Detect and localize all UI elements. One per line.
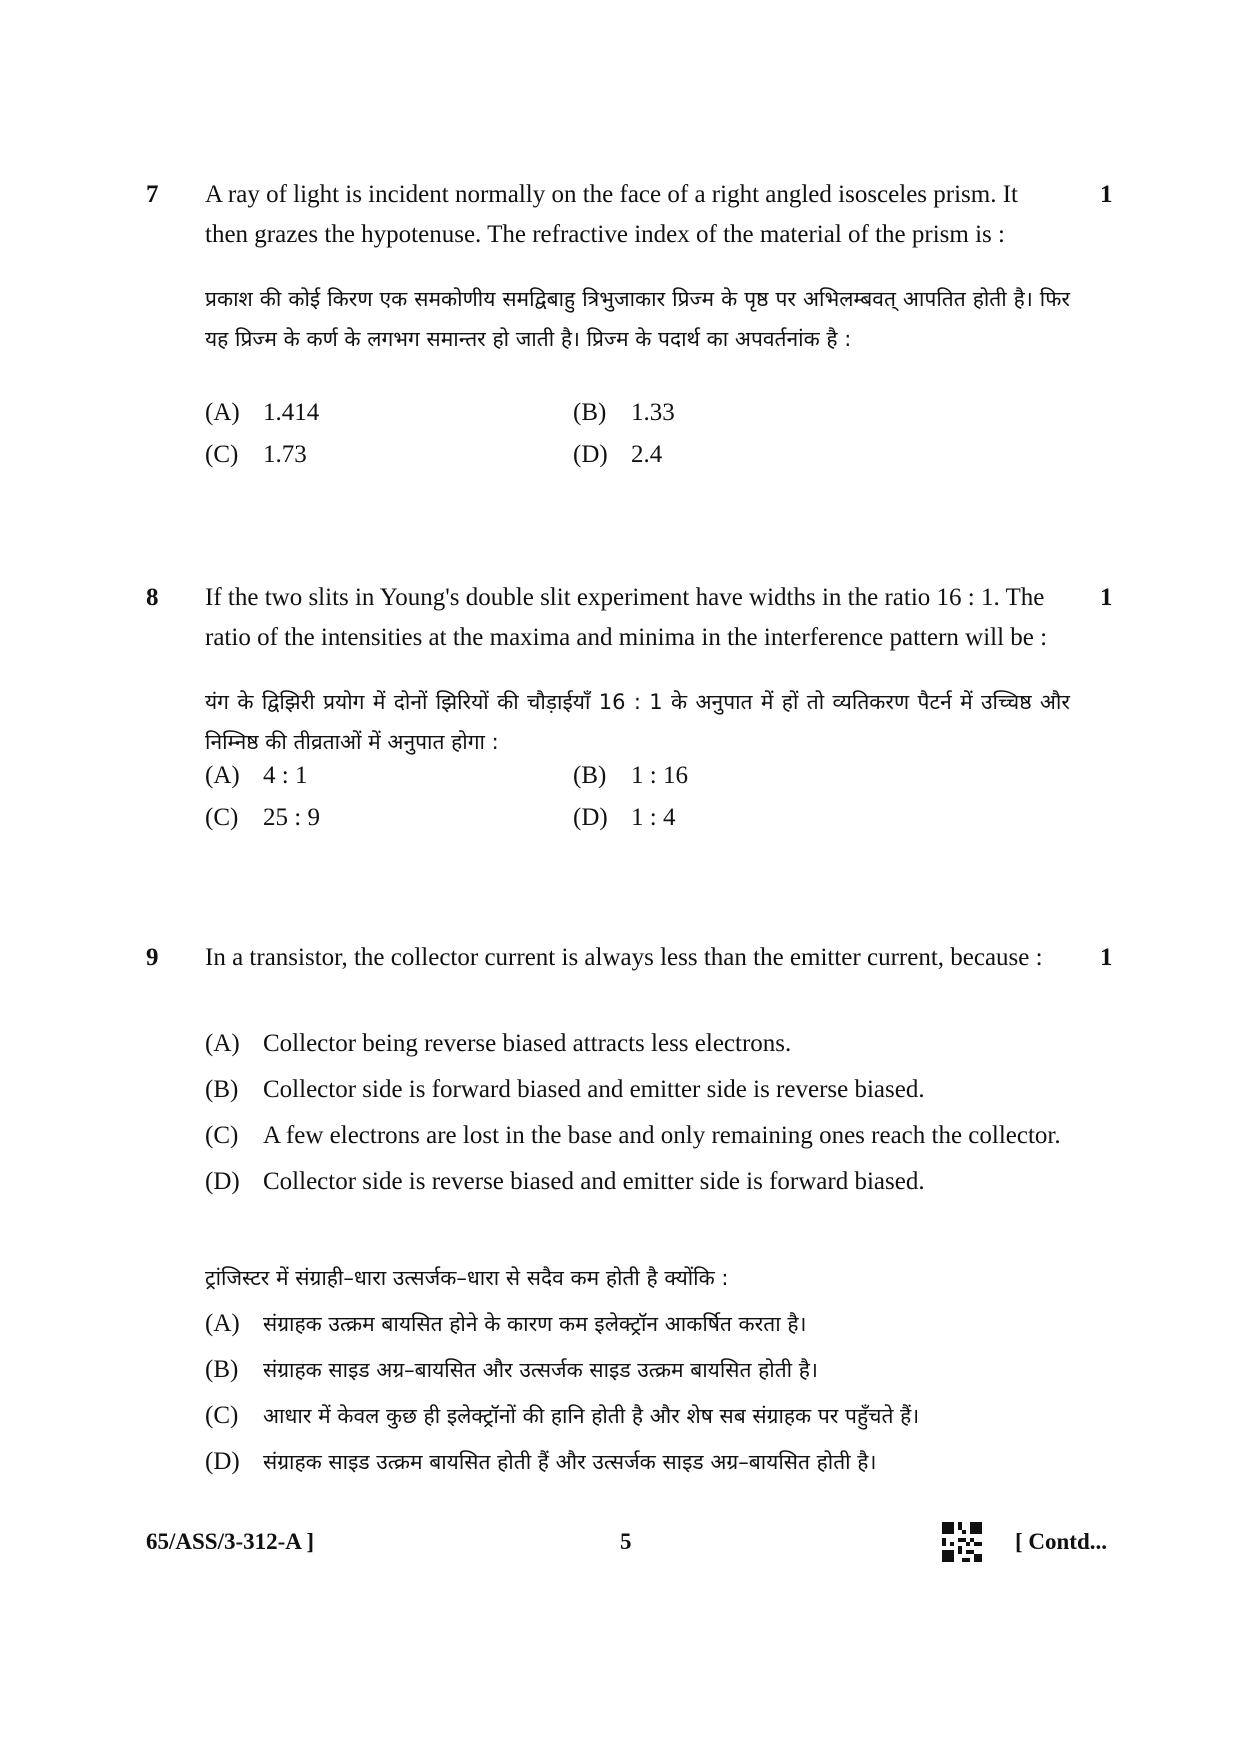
option-a: (A) Collector being reverse biased attracts less electrons. [205,1030,792,1057]
question-number: 9 [146,944,159,971]
option-d: (D) 1 : 4 [573,804,676,831]
option-d: (D) 2.4 [573,441,663,468]
question-text-english: In a transistor, the collector current is always less than the emitter current, because : [205,944,1043,971]
question-marks: 1 [1100,944,1113,971]
qr-code-icon [942,1522,982,1562]
option-d-hindi: (D) संग्राहक साइड उत्क्रम बायसित होती हैं और उत्सर्जक साइड अग्र–बायसित होती है। [205,1448,877,1475]
option-a: (A) 4 : 1 [205,762,308,789]
question-text-english: A ray of light is incident normally on the face of a right angled isosceles prism. It then grazes the hypotenuse. The refractive index of the material of the prism is : [205,181,1018,248]
options-list-hindi [205,1304,1085,1488]
question-text-hindi: प्रकाश की कोई किरण एक समकोणीय समद्विबाहु त्रिभुजाकार प्रिज्म के पृष्ठ पर अभिलम्बवत् आपतित होती है। फिर यह प्रिज्म के कर्ण के लगभग समान्तर हो जाती है। प्रिज्म के पदार्थ का अपवर्तनांक है : [205,287,1070,351]
option-b: (B) 1 : 16 [573,762,688,789]
paper-code: 65/ASS/3-312-A ] [146,1529,315,1554]
option-c: (C) 1.73 [205,441,307,468]
option-c-hindi: (C) आधार में केवल कुछ ही इलेक्ट्रॉनों की हानि होती है और शेष सब संग्राहक पर पहुँचते हैं। [205,1402,920,1429]
option-a-hindi: (A) संग्राहक उत्क्रम बायसित होने के कारण कम इलेक्ट्रॉन आकर्षित करता है। [205,1310,807,1337]
question-marks: 1 [1100,181,1113,208]
option-a: (A) 1.414 [205,399,320,426]
page-number: 5 [620,1529,632,1554]
option-d: (D) Collector side is reverse biased and emitter side is forward biased. [205,1168,925,1195]
continued-label: [ Contd... [1015,1529,1108,1554]
question-number: 7 [146,181,159,208]
question-number: 8 [146,584,159,611]
question-marks: 1 [1100,584,1113,611]
question-text-hindi: यंग के द्विझिरी प्रयोग में दोनों झिरियों की चौड़ाईयाँ 16 : 1 के अनुपात में हों तो व्यतिकरण पैटर्न में उच्चिष्ठ और निम्निष्ठ की तीव्रताओं में अनुपात होगा : [205,690,1070,754]
option-b: (B) Collector side is forward biased and emitter side is reverse biased. [205,1076,925,1103]
question-text-hindi: ट्रांजिस्टर में संग्राही–धारा उत्सर्जक–धारा से सदैव कम होती है क्योंकि : [205,1266,729,1290]
option-c: (C) A few electrons are lost in the base and only remaining ones reach the collector. [205,1122,1061,1149]
option-b-hindi: (B) संग्राहक साइड अग्र–बायसित और उत्सर्जक साइड उत्क्रम बायसित होती है। [205,1356,818,1383]
options-list-english [205,1024,1085,1208]
option-c: (C) 25 : 9 [205,804,320,831]
question-text-english: If the two slits in Young's double slit experiment have widths in the ratio 16 : 1. The ratio of the intensities at the maxima and minima in the interference pattern will be : [205,584,1048,651]
option-b: (B) 1.33 [573,399,675,426]
